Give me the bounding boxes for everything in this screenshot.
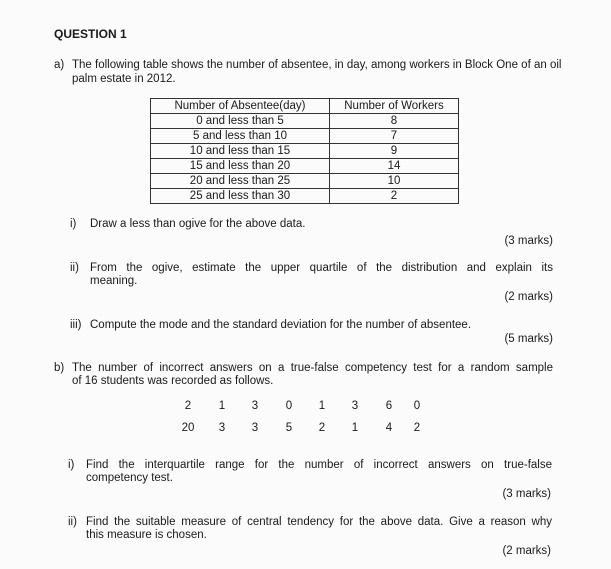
table-header-workers: Number of Workers — [330, 99, 459, 114]
part-b-intro-line2: of 16 students was recorded as follows. — [72, 375, 274, 387]
data-value: 3 — [251, 400, 259, 412]
data-value: 2 — [184, 400, 192, 412]
part-a-ii-line2: meaning. — [90, 275, 138, 287]
table-row — [151, 174, 459, 189]
table-row — [151, 189, 459, 204]
table-cell-count: 14 — [330, 159, 459, 174]
table-cell-class: 0 and less than 5 — [151, 114, 330, 129]
part-a-i-label: i) — [70, 218, 77, 230]
data-value: 1 — [318, 400, 326, 412]
data-value: 20 — [181, 422, 195, 434]
part-b-ii-line1: Find the suitable measure of central tendency for the above data. Give a reason why — [86, 516, 552, 528]
part-a-ii-label: ii) — [70, 262, 79, 274]
data-value: 3 — [251, 422, 259, 434]
data-value: 0 — [285, 400, 293, 412]
table-cell-count: 8 — [330, 114, 459, 129]
part-b-ii-line2: this measure is chosen. — [86, 529, 207, 541]
data-value: 2 — [318, 422, 326, 434]
data-value: 6 — [385, 400, 393, 412]
data-value: 5 — [285, 422, 293, 434]
table-row — [151, 144, 459, 159]
data-value: 0 — [413, 400, 421, 412]
table-cell-class: 15 and less than 20 — [151, 159, 330, 174]
table-cell-class: 5 and less than 10 — [151, 129, 330, 144]
table-cell-count: 9 — [330, 144, 459, 159]
data-value: 1 — [218, 400, 226, 412]
part-b-i-label: i) — [68, 459, 75, 471]
part-a-iii-marks: (5 marks) — [504, 333, 553, 345]
table-row — [151, 129, 459, 144]
data-value: 1 — [351, 422, 359, 434]
part-b-ii-marks: (2 marks) — [502, 545, 551, 557]
part-a-text: The following table shows the number of absentee, in day, among workers in Block One of an oil palm estate in 2012. — [72, 59, 562, 85]
absentee-table — [150, 98, 459, 204]
data-value: 4 — [385, 422, 393, 434]
table-row — [151, 159, 459, 174]
part-a-iii-text: Compute the mode and the standard deviation for the number of absentee. — [90, 319, 472, 331]
part-a-label: a) — [54, 59, 65, 71]
table-row — [151, 114, 459, 129]
table-cell-class: 25 and less than 30 — [151, 189, 330, 204]
part-a-i-marks: (3 marks) — [504, 235, 553, 247]
table-cell-count: 2 — [330, 189, 459, 204]
part-a-ii-marks: (2 marks) — [504, 291, 553, 303]
table-cell-count: 7 — [330, 129, 459, 144]
part-b-i-marks: (3 marks) — [502, 488, 551, 500]
part-b-i-line2: competency test. — [86, 472, 173, 484]
data-value: 3 — [351, 400, 359, 412]
part-a-i-text: Draw a less than ogive for the above data. — [90, 218, 306, 230]
part-b-ii-label: ii) — [68, 516, 77, 528]
table-header-row — [151, 99, 459, 114]
part-b-label: b) — [54, 362, 65, 374]
part-b-i-line1: Find the interquartile range for the number of incorrect answers on true-false — [86, 459, 552, 471]
part-a-ii-line1: From the ogive, estimate the upper quartile of the distribution and explain its — [90, 262, 553, 274]
part-b-intro-line1: The number of incorrect answers on a true-false competency test for a random sample — [72, 362, 553, 374]
table-cell-class: 20 and less than 25 — [151, 174, 330, 189]
table-cell-count: 10 — [330, 174, 459, 189]
data-value: 2 — [413, 422, 421, 434]
table-cell-class: 10 and less than 15 — [151, 144, 330, 159]
part-a-iii-label: iii) — [70, 319, 82, 331]
table-header-absentee: Number of Absentee(day) — [151, 99, 330, 114]
data-value: 3 — [218, 422, 226, 434]
question-title: QUESTION 1 — [54, 27, 127, 41]
